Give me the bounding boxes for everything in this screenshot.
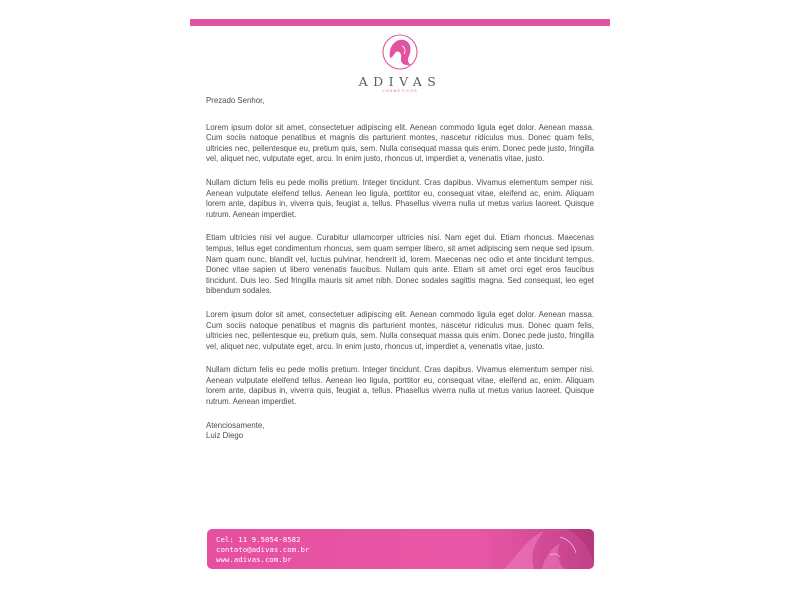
salutation: Prezado Senhor, [206, 96, 265, 105]
woman-face-silhouette-icon [464, 529, 594, 569]
brand-name: ADIVAS [358, 74, 442, 89]
footer-phone: Cel: 11 9.5054-8582 [216, 535, 301, 544]
contact-footer [207, 529, 594, 569]
paragraph-1: Lorem ipsum dolor sit amet, consectetuer adipiscing elit. Aenean commodo ligula eget dolor. Aenean massa. Cum sociis natoque penatibus et magnis dis parturient montes, nascetur ridiculus mus. Donec quam felis, ultricies nec, pellentesque eu, pretium quis, sem. Nulla consequat massa quis enim. Donec pede justo, fringilla vel, aliquet nec, vulputate eget, arcu. In enim justo, rhoncus ut, imperdiet a, venenatis vitae, justo. [206, 122, 594, 164]
brand-subtitle: COSMETICOS [382, 89, 418, 93]
paragraph-3: Etiam ultricies nisi vel augue. Curabitur ullamcorper ultricies nisi. Nam eget dui. Etiam rhoncus. Maecenas tempus, tellus eget condimentum rhoncus, sem quam semper libero, sit amet adipiscing sem neque sed ipsum. Nam quam nunc, blandit vel, luctus pulvinar, hendrerit id, lorem. Maecenas nec odio et ante tincidunt tempus. Donec vitae sapien ut libero venenatis faucibus. Nullam quis ante. Etiam sit amet orci eget eros faucibus tincidunt. Duis leo. Sed fringilla mauris sit amet nibh. Donec sodales sagittis magna. Sed consequat, leo eget bibendum sodales. [206, 233, 594, 296]
footer-email[interactable]: contato@adivas.com.br [216, 545, 310, 555]
contact-details [216, 535, 309, 566]
closing: Atenciosamente, [206, 420, 265, 430]
letter-body [206, 96, 594, 442]
footer-website[interactable]: www.adivas.com.br [216, 555, 292, 565]
signature: Luiz Diego [206, 431, 244, 441]
paragraph-2: Nullam dictum felis eu pede mollis pretium. Integer tincidunt. Cras dapibus. Vivamus elementum semper nisi. Aenean vulputate eleifend tellus. Aenean leo ligula, porttitor eu, consequat vitae, eleifend ac, enim. Aliquam lorem ante, dapibus in, viverra quis, feugiat a, tellus. Phasellus viverra nulla ut metus varius laoreet. Quisque rutrum. Aenean imperdiet. [206, 177, 594, 219]
paragraph-4: Lorem ipsum dolor sit amet, consectetuer adipiscing elit. Aenean commodo ligula eget dolor. Aenean massa. Cum sociis natoque penatibus et magnis dis parturient montes, nascetur ridiculus mus. Donec quam felis, ultricies nec, pellentesque eu, pretium quis, sem. Nulla consequat massa quis enim. Donec pede justo, fringilla vel, aliquet nec, vulputate eget, arcu. In enim justo, rhoncus ut, imperdiet a, venenatis vitae, justo. [206, 309, 594, 351]
top-accent-bar [190, 19, 610, 26]
letterhead-page [190, 0, 610, 600]
paragraph-5: Nullam dictum felis eu pede mollis pretium. Integer tincidunt. Cras dapibus. Vivamus elementum semper nisi. Aenean vulputate eleifend tellus. Aenean leo ligula, porttitor eu, consequat vitae, eleifend ac, enim. Aliquam lorem ante, dapibus in, viverra quis, feugiat a, tellus. Phasellus viverra nulla ut metus varius laoreet. Quisque rutrum. Aenean imperdiet. [206, 365, 594, 407]
woman-face-logo-icon [378, 32, 422, 72]
